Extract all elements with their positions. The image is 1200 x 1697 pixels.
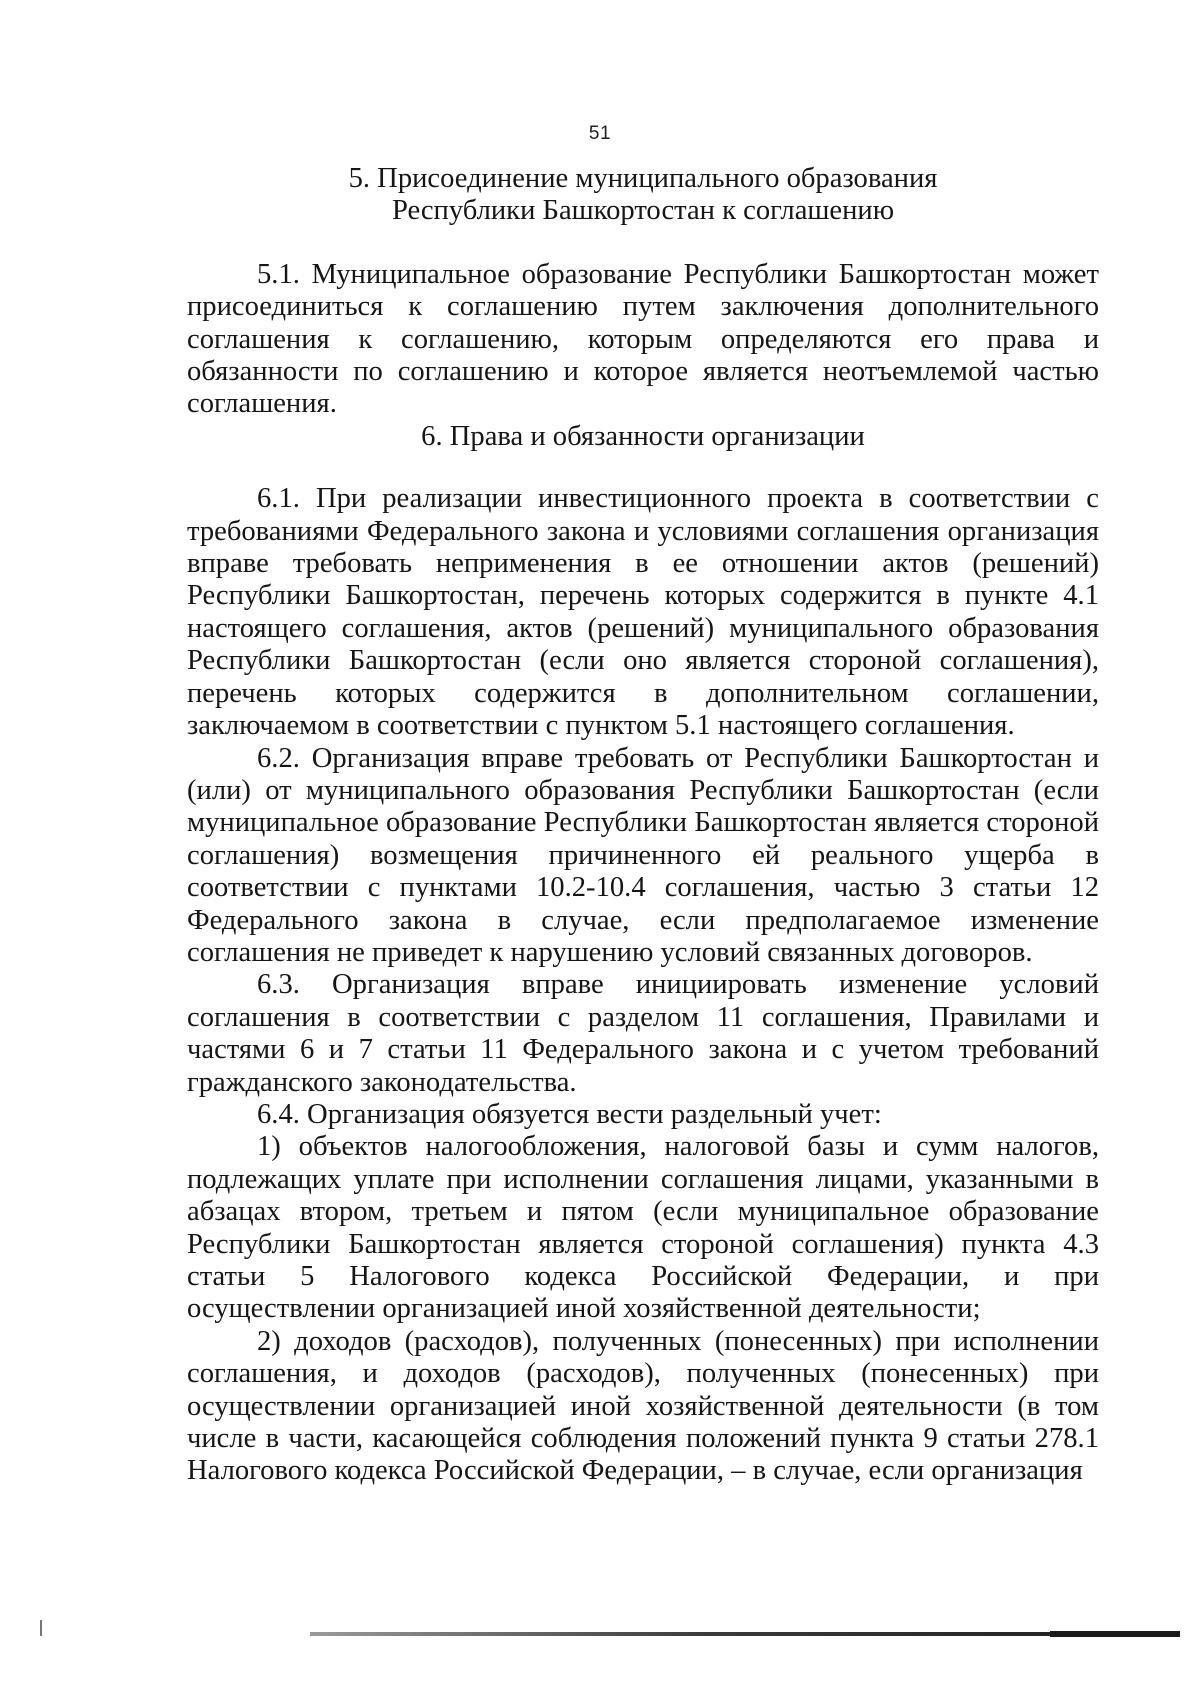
paragraph-6-3: 6.3. Организация вправе инициировать изменение условий соглашения в соответствии с разделом 11 соглашения, Правилами и частями 6 и 7 статьи 11 Федерального закона и с учетом требований гражданского законодательства. (187, 969, 1099, 1098)
section-6-heading: 6. Права и обязанности организации (421, 420, 865, 452)
page-number: 51 (588, 123, 612, 144)
paragraph-6-2: 6.2. Организация вправе требовать от Республики Башкортостан и (или) от муниципального образования Республики Башкортостан (если муниципальное образование Республики Башкортостан является стороной соглашения) возмещения причиненного ей реального ущерба в соответствии с пунктами 10.2-10.4 соглашения, частью 3 статьи 12 Федерального закона в случае, если предполагаемое изменение соглашения не приведет к нарушению условий связанных договоров. (187, 742, 1099, 968)
paragraph-6-4: 6.4. Организация обязуется вести раздельный учет: (257, 1098, 882, 1130)
document-body (187, 163, 1099, 1488)
paragraph-5-1: 5.1. Муниципальное образование Республики Башкортостан может присоединиться к соглашению путем заключения дополнительного соглашения к соглашению, которым определяются его права и обязанности по соглашению и которое является неотъемлемой частью соглашения. (187, 258, 1099, 420)
scan-edge-line-thick (1050, 1631, 1180, 1637)
list-item-2: 2) доходов (расходов), полученных (понесенных) при исполнении соглашения, и доходов (расходов), полученных (понесенных) при осуществлении организацией иной хозяйственной деятельности (в том числе в части, касающейся соблюдения положений пункта 9 статьи 278.1 Налогового кодекса Российской Федерации, – в случае, если организация (187, 1325, 1099, 1487)
list-item-1: 1) объектов налогообложения, налоговой базы и сумм налогов, подлежащих уплате при исполнении соглашения лицами, указанными в абзацах втором, третьем и пятом (если муниципальное образование Республики Башкортостан является стороной соглашения) пункта 4.3 статьи 5 Налогового кодекса Российской Федерации, и при осуществлении организацией иной хозяйственной деятельности; (187, 1131, 1099, 1325)
section-5-title-line-1: 5. Присоединение муниципального образования (348, 163, 938, 194)
section-5-heading (187, 163, 1099, 228)
paragraph-6-1: 6.1. При реализации инвестиционного проекта в соответствии с требованиями Федерального закона и условиями соглашения организация вправе требовать неприменения в ее отношении актов (решений) Республики Башкортостан, перечень которых содержится в пункте 4.1 настоящего соглашения, актов (решений) муниципального образования Республики Башкортостан (если оно является стороной соглашения), перечень которых содержится в дополнительном соглашении, заключаемом в соответствии с пунктом 5.1 настоящего соглашения. (187, 483, 1099, 742)
scan-artifact-mark (40, 1620, 42, 1636)
section-5-title-line-2: Республики Башкортостан к соглашению (391, 195, 895, 227)
